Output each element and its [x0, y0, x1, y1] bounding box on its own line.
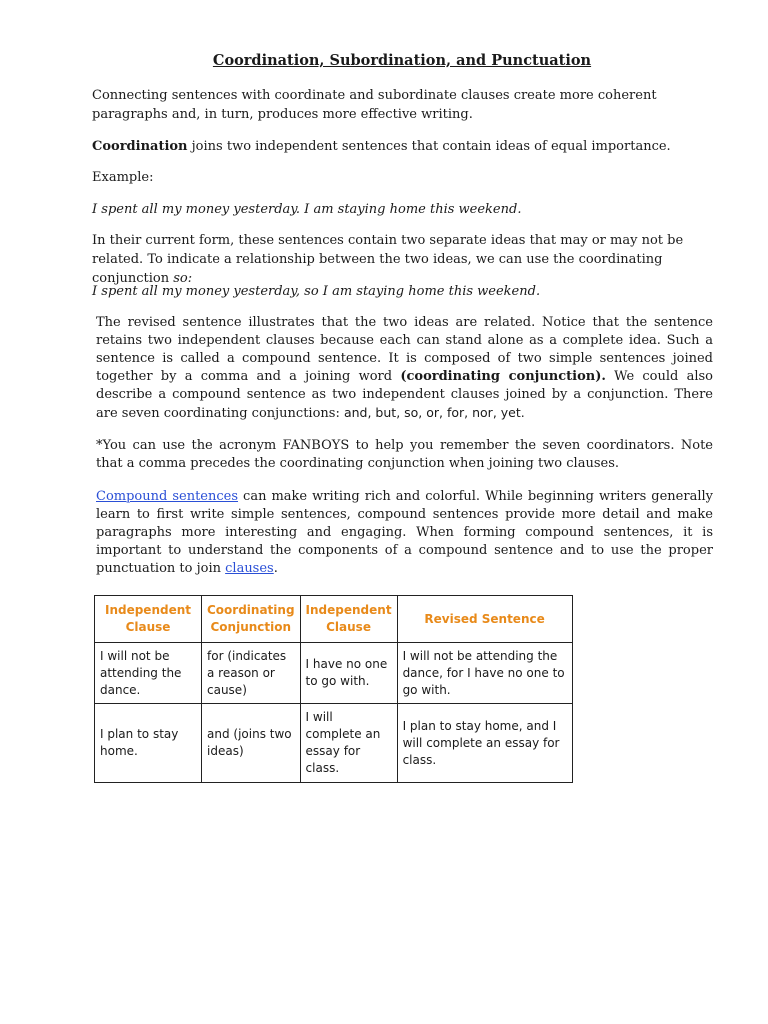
current-form-text: In their current form, these sentences contain two separate ideas that may or may not be related. To indicate a relationship between the two ideas, we can use the coordinating conjunction: [92, 233, 684, 286]
table-header: Independent Clause: [95, 596, 202, 643]
example-sentence: I spent all my money yesterday. I am staying home this weekend.: [92, 202, 522, 217]
compound-paragraph-text: can make writing rich and colorful. While beginning writers generally learn to first write simple sentences, compound sentences provide more detail and make paragraphs more interesting and engaging. When forming compound sentences, it is important to understand the components of a compound sentence and to use the proper punctuation to join: [96, 489, 713, 576]
coordination-definition: [92, 137, 714, 156]
coordination-table: [94, 595, 573, 783]
table-cell: I will complete an essay for class.: [300, 704, 397, 783]
table-row: [95, 704, 573, 783]
example-label: Example:: [92, 170, 154, 185]
table-header: Independent Clause: [300, 596, 397, 643]
table-header-row: [95, 596, 573, 643]
revised-paragraph-part2: We could also describe a compound sentence as two independent clauses joined by a conjunction. There are seven coordinating conjunctions:: [96, 369, 713, 421]
revised-example-sentence: I spent all my money yesterday, so I am staying home this weekend.: [92, 284, 541, 299]
compound-paragraph-end: .: [273, 561, 278, 576]
table-row: [95, 643, 573, 704]
table-cell: and (joins two ideas): [202, 704, 301, 783]
revised-sentence-paragraph: [96, 314, 713, 423]
table-cell: I will not be attending the dance.: [95, 643, 202, 704]
revised-paragraph-bold: (coordinating conjunction).: [400, 369, 606, 384]
fanboys-note: *You can use the acronym FANBOYS to help you remember the seven coordinators. Note that a comma precedes the coordinating conjunction when joining two clauses.: [96, 438, 713, 471]
page-title: Coordination, Subordination, and Punctuation: [212, 52, 592, 69]
coordination-definition-text: joins two independent sentences that contain ideas of equal importance.: [187, 139, 671, 154]
compound-sentences-link[interactable]: Compound sentences: [96, 489, 239, 504]
table-cell: I plan to stay home, and I will complete an essay for class.: [397, 704, 572, 783]
table-cell: for (indicates a reason or cause): [202, 643, 301, 704]
conjunction-list: and, but, so, or, for, nor, yet.: [343, 405, 525, 420]
intro-paragraph: Connecting sentences with coordinate and subordinate clauses create more coherent paragraphs and, in turn, produces more effective writing.: [92, 88, 657, 122]
coordination-term: Coordination: [92, 139, 188, 154]
table-header: Coordinating Conjunction: [202, 596, 301, 643]
table-cell: I have no one to go with.: [300, 643, 397, 704]
table-cell: I plan to stay home.: [95, 704, 202, 783]
current-form-paragraph: [92, 231, 714, 288]
table-cell: I will not be attending the dance, for I have no one to go with.: [397, 643, 572, 704]
compound-sentences-paragraph: [96, 488, 713, 578]
clauses-link[interactable]: clauses: [225, 561, 274, 576]
revised-paragraph-part1: The revised sentence illustrates that the two ideas are related. Notice that the sentence retains two independent clauses because each can stand alone as a complete idea. Such a sentence is called a compound sentence. It is composed of two simple sentences joined together by a comma and a joining word: [96, 315, 713, 384]
table-header: Revised Sentence: [397, 596, 572, 643]
current-form-word: so:: [173, 271, 193, 286]
